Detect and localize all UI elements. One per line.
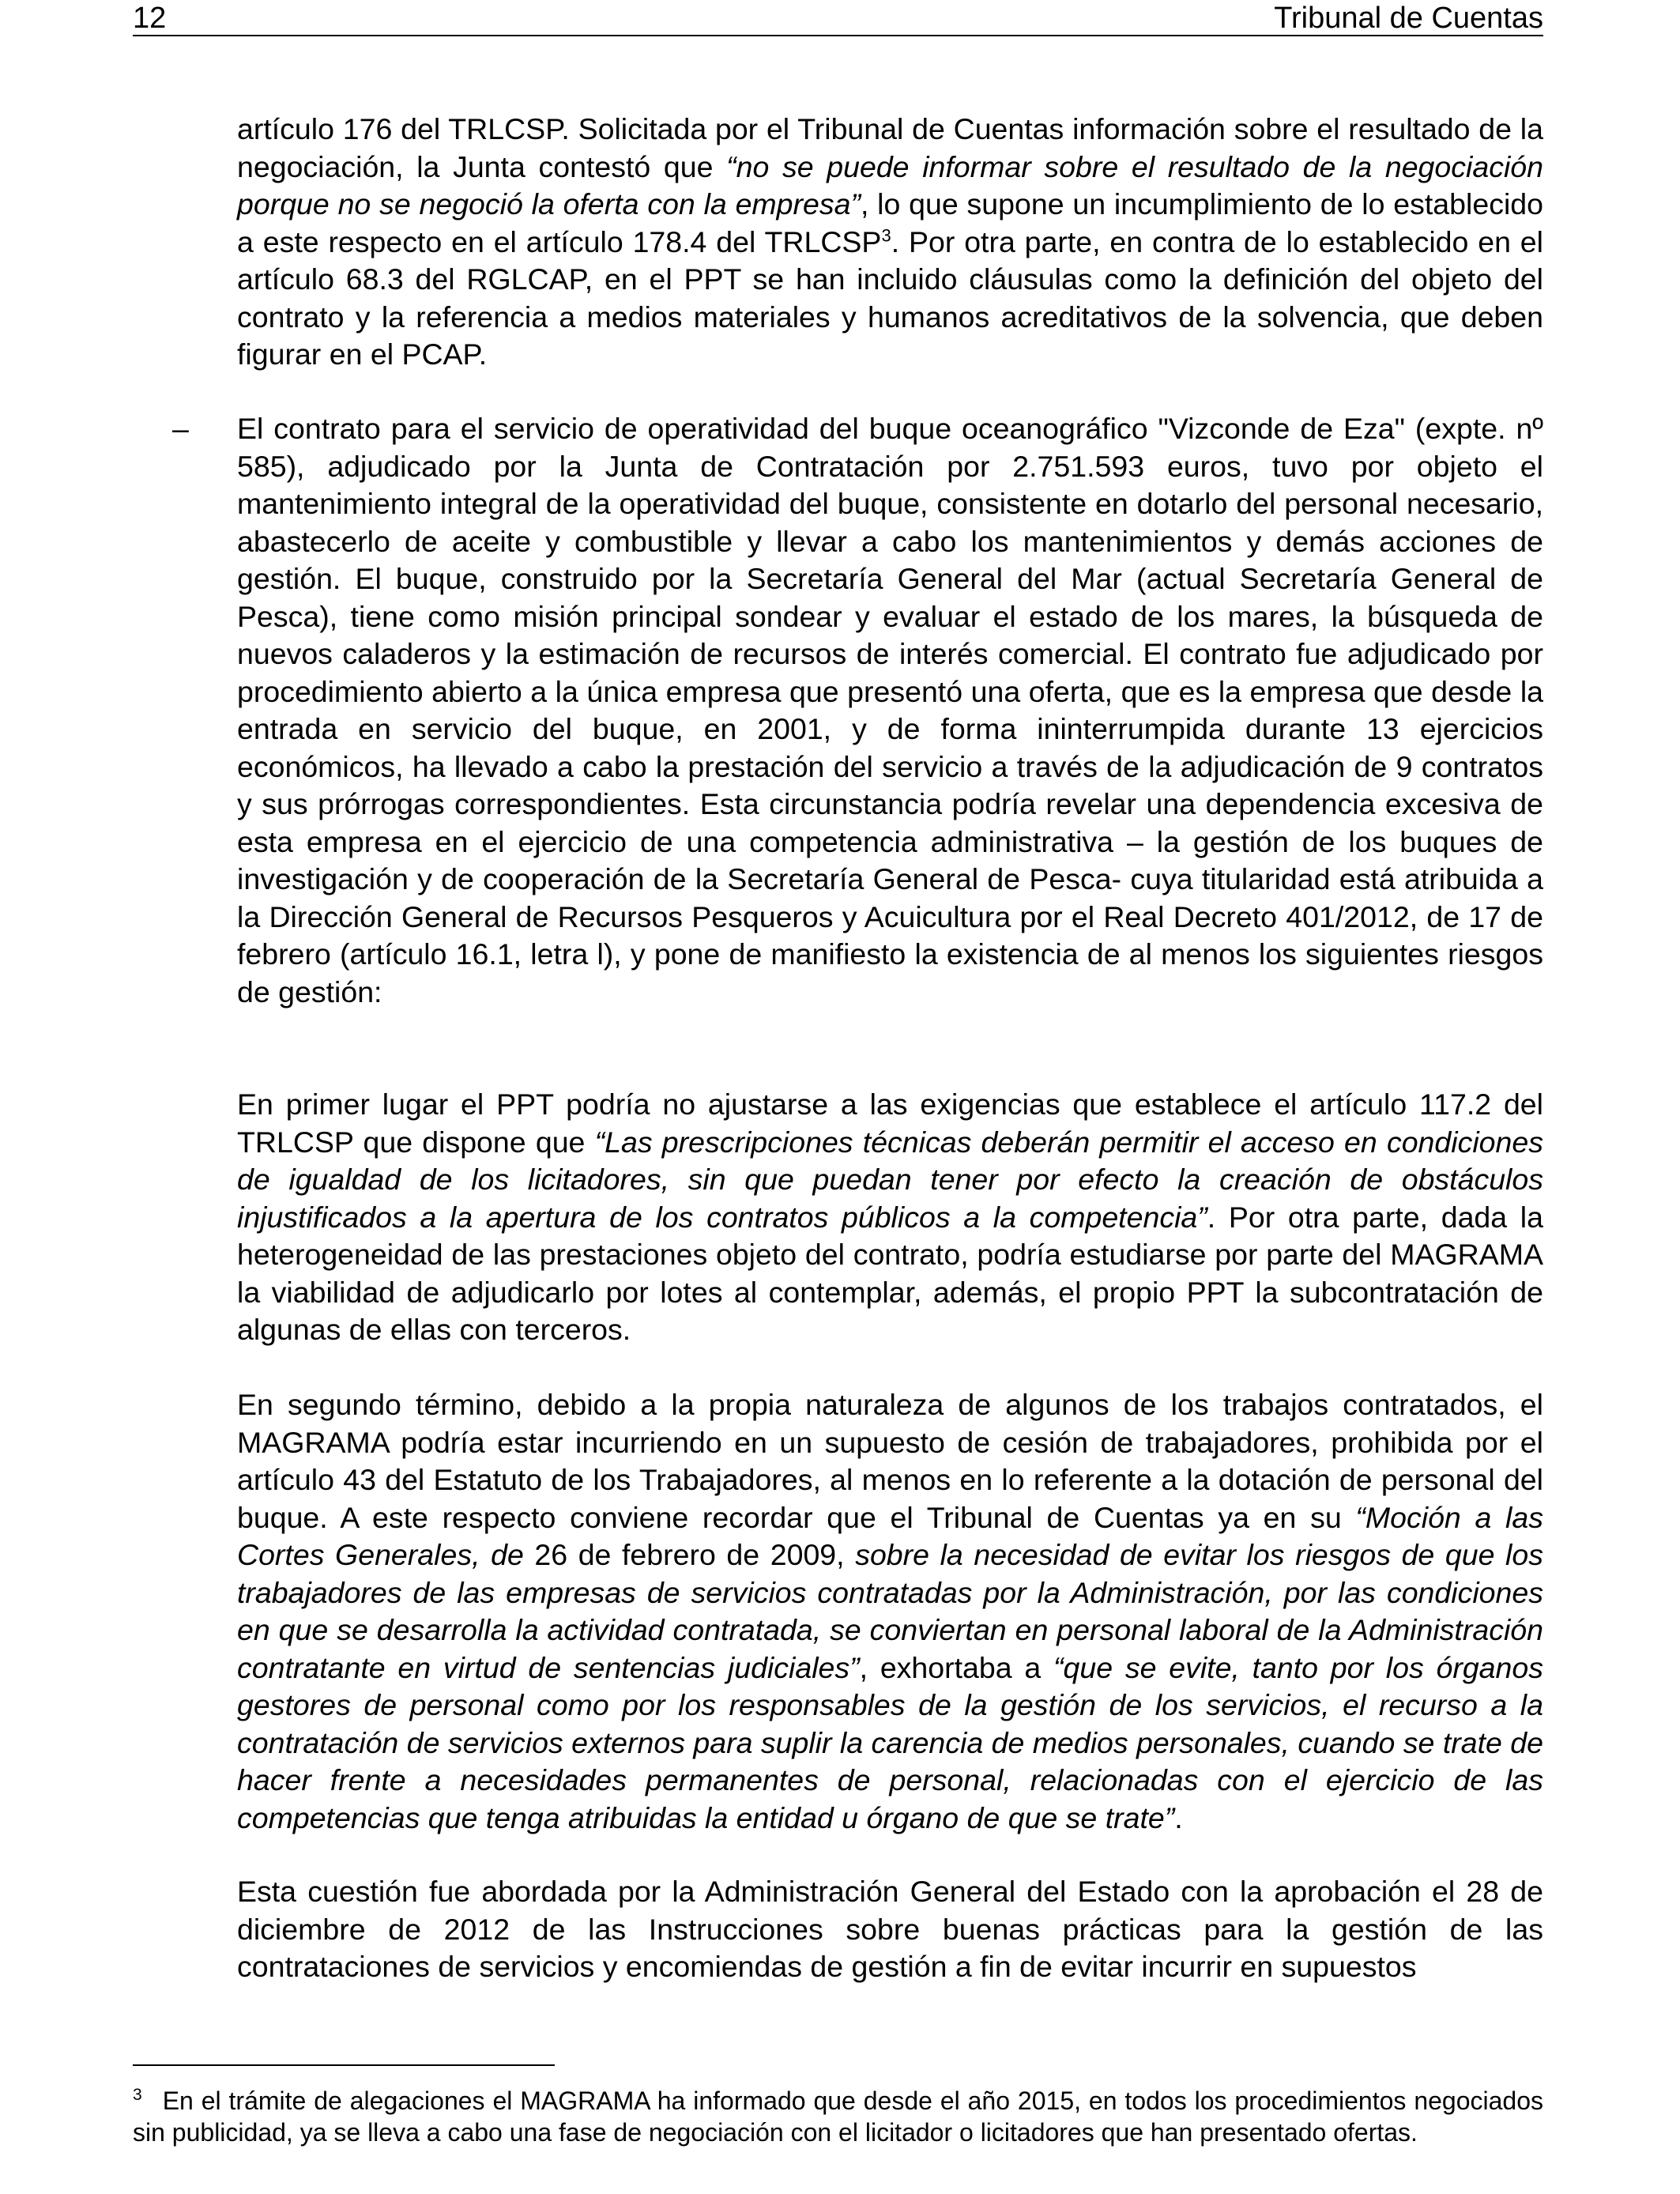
quotation: “no se puede informar sobre el resultado de la negociación porque no se negoció la oferta con la empresa” — [237, 149, 1543, 221]
paragraph-text: , lo que supone un incumplimiento de lo establecido a este respecto en el artículo 178.4 del TRLCSP — [237, 187, 1543, 258]
footnote-reference[interactable]: 3 — [881, 225, 891, 245]
footnote-text: En el trámite de alegaciones el MAGRAMA ha informado que desde el año 2015, en todos los procedimientos negociados sin publicidad, ya se lleva a cabo una fase de negociación con el licitador o licitadores que han presentado ofertas. — [133, 2087, 1543, 2147]
footnote-number: 3 — [133, 2086, 142, 2105]
paragraph-text: En segundo término, debido a la propia naturaleza de algunos de los trabajos contratados, el MAGRAMA podría estar incurriendo en un supuesto de cesión de trabajadores, prohibida por el artículo 43 del Estatuto de los Trabajadores, al menos en lo referente a la dotación de personal del buque. A este respecto conviene recordar que el Tribunal de Cuentas ya en su — [237, 1388, 1543, 1534]
quotation: sobre la necesidad de evitar los riesgos de que los trabajadores de las empresas de servicios contratadas por la Administración, por las condiciones en que se desarrolla la actividad contratada, se conviertan en personal laboral de la Administración contratante en virtud de sentencias judiciales” — [237, 1538, 1543, 1684]
quotation: “Las prescripciones técnicas deberán permitir el acceso en condiciones de igualdad de los licitadores, sin que puedan tener por efecto la creación de obstáculos injustificados a la apertura de los contratos públicos a la competencia” — [237, 1125, 1543, 1234]
paragraph-text: artículo 176 del TRLCSP. Solicitada por el Tribunal de Cuentas información sobre el resultado de la negociación, la Junta contestó que — [237, 112, 1543, 183]
paragraph-text: . Por otra parte, dada la heterogeneidad de las prestaciones objeto del contrato, podría estudiarse por parte del MAGRAMA la viabilidad de adjudicarlo por lotes al contemplar, además, el propio PPT la subcontratación de algunas de ellas con terceros. — [237, 1200, 1543, 1346]
paragraph-3 — [237, 1086, 1543, 1349]
quotation: “que se evite, tanto por los órganos gestores de personal como por los responsables de la gestión de los servicios, el recurso a la contratación de servicios externos para suplir la carencia de medios personales, cuando se trate de hacer frente a necesidades permanentes de personal, relacionadas con el ejercicio de las competencias que tenga atribuidas la entidad u órgano de que se trate” — [237, 1650, 1544, 1834]
paragraph-5 — [237, 1873, 1543, 1986]
footnote — [133, 2085, 1543, 2148]
paragraph-4 — [237, 1386, 1543, 1837]
paragraph-text: Esta cuestión fue abordada por la Administración General del Estado con la aprobación el 28 de diciembre de 2012 de las Instrucciones sobre buenas prácticas para la gestión de las contrataciones de servicios y encomiendas de gestión a fin de evitar incurrir en supuestos — [237, 1875, 1543, 1983]
paragraph-text: . Por otra parte, en contra de lo establecido en el artículo 68.3 del RGLCAP, en el PPT se han incluido cláusulas como la definición del objeto del contrato y la referencia a medios materiales y humanos acreditativos de la solvencia, que deben figurar en el PCAP. — [237, 224, 1543, 371]
paragraph-text: , exhortaba a — [859, 1650, 1054, 1684]
paragraph-text: 26 de febrero de 2009, — [523, 1538, 856, 1571]
paragraph-text: En primer lugar el PPT podría no ajustarse a las exigencias que establece el artículo 117.2 del TRLCSP que dispone que — [237, 1088, 1543, 1159]
running-title: Tribunal de Cuentas — [1274, 2, 1543, 35]
paragraph-2 — [237, 410, 1543, 1011]
page-header — [133, 0, 1543, 36]
paragraph-1 — [237, 111, 1543, 374]
paragraph-text: El contrato para el servicio de operatividad del buque oceanográfico "Vizconde de Eza" (expte. nº 585), adjudicado por la Junta de Contratación por 2.751.593 euros, tuvo por objeto el mantenimiento integral de la operatividad del buque, consistente en dotarlo del personal necesario, abastecerlo de aceite y combustible y llevar a cabo los mantenimientos y demás acciones de gestión. El buque, construido por la Secretaría General del Mar (actual Secretaría General de Pesca), tiene como misión principal sondear y evaluar el estado de los mares, la búsqueda de nuevos caladeros y la estimación de recursos de interés comercial. El contrato fue adjudicado por procedimiento abierto a la única empresa que presentó una oferta, que es la empresa que desde la entrada en servicio del buque, en 2001, y de forma ininterrumpida durante 13 ejercicios económicos, ha llevado a cabo la prestación del servicio a través de la adjudicación de 9 contratos y sus prórrogas correspondientes. Esta circunstancia podría revelar una dependencia excesiva de esta empresa en el ejercicio de una competencia administrativa – la gestión de los buques de investigación y de cooperación de la Secretaría General de Pesca- cuya titularidad está atribuida a la Dirección General de Recursos Pesqueros y Acuicultura por el Real Decreto 401/2012, de 17 de febrero (artículo 16.1, letra l), y pone de manifiesto la existencia de al menos los siguientes riesgos de gestión: — [237, 412, 1543, 1008]
list-bullet: – — [172, 412, 189, 445]
footnote-separator — [133, 2064, 555, 2066]
quotation: “Moción a las Cortes Generales, de — [237, 1500, 1543, 1571]
page-number: 12 — [133, 2, 167, 35]
paragraph-text: . — [1174, 1800, 1183, 1834]
